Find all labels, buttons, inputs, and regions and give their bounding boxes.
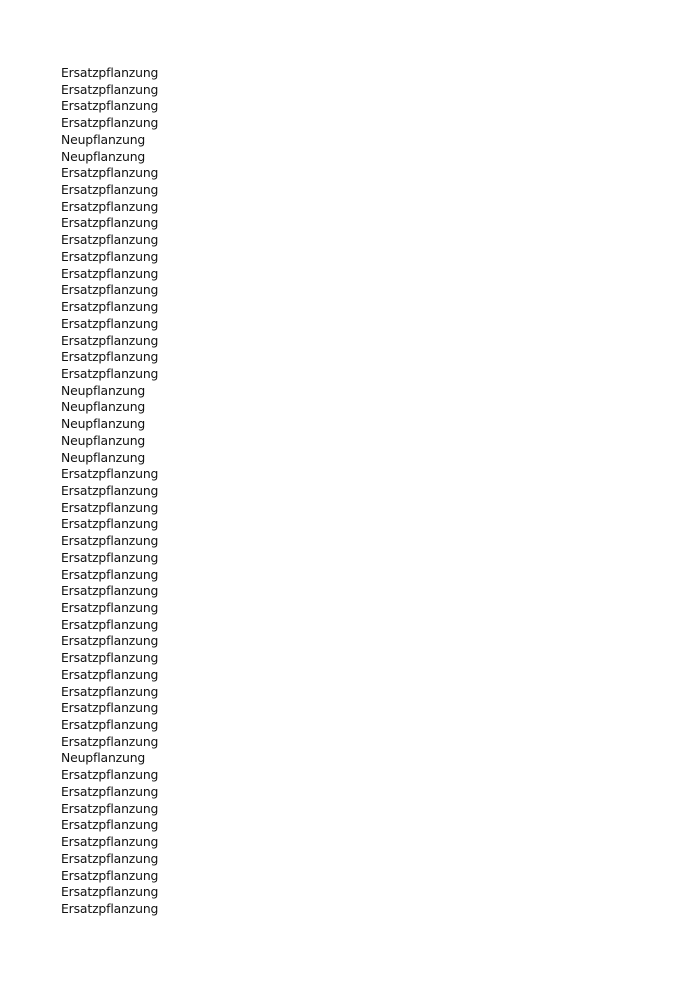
planting-type-entry: Ersatzpflanzung: [61, 733, 159, 749]
planting-type-entry: Neupflanzung: [61, 131, 146, 147]
planting-type-entry: Ersatzpflanzung: [61, 332, 159, 348]
planting-type-entry: Ersatzpflanzung: [61, 884, 159, 900]
planting-type-entry: Ersatzpflanzung: [61, 349, 159, 365]
planting-type-entry: Ersatzpflanzung: [61, 800, 159, 816]
planting-type-entry: Ersatzpflanzung: [61, 549, 159, 565]
planting-type-entry: Ersatzpflanzung: [61, 282, 159, 298]
planting-type-entry: Neupflanzung: [61, 399, 146, 415]
planting-type-entry: Ersatzpflanzung: [61, 633, 159, 649]
planting-type-entry: Ersatzpflanzung: [61, 666, 159, 682]
planting-type-entry: Ersatzpflanzung: [61, 767, 159, 783]
planting-type-entry: Neupflanzung: [61, 148, 146, 164]
planting-type-entry: Ersatzpflanzung: [61, 248, 159, 264]
planting-type-entry: Ersatzpflanzung: [61, 817, 159, 833]
planting-type-entry: Ersatzpflanzung: [61, 81, 159, 97]
planting-type-entry: Ersatzpflanzung: [61, 315, 159, 331]
planting-type-entry: Neupflanzung: [61, 382, 146, 398]
planting-type-entry: Neupflanzung: [61, 432, 146, 448]
planting-type-list: [61, 65, 158, 918]
planting-type-entry: Ersatzpflanzung: [61, 115, 159, 131]
planting-type-entry: Ersatzpflanzung: [61, 182, 159, 198]
planting-type-entry: Ersatzpflanzung: [61, 482, 159, 498]
planting-type-entry: Ersatzpflanzung: [61, 466, 159, 482]
planting-type-entry: Ersatzpflanzung: [61, 600, 159, 615]
planting-type-entry: Ersatzpflanzung: [61, 616, 159, 632]
planting-type-entry: Ersatzpflanzung: [61, 165, 159, 181]
planting-type-entry: Ersatzpflanzung: [61, 215, 159, 231]
planting-type-entry: Ersatzpflanzung: [61, 516, 159, 532]
planting-type-entry: Ersatzpflanzung: [61, 198, 159, 214]
planting-type-entry: Ersatzpflanzung: [61, 232, 159, 248]
planting-type-entry: Neupflanzung: [61, 449, 146, 465]
planting-type-entry: Ersatzpflanzung: [61, 533, 159, 549]
planting-type-entry: Ersatzpflanzung: [61, 583, 159, 599]
planting-type-entry: Ersatzpflanzung: [61, 299, 159, 315]
planting-type-entry: Ersatzpflanzung: [61, 65, 159, 80]
planting-type-entry: Ersatzpflanzung: [61, 566, 159, 582]
planting-type-entry: Ersatzpflanzung: [61, 783, 159, 799]
planting-type-entry: Ersatzpflanzung: [61, 700, 159, 716]
planting-type-entry: Neupflanzung: [61, 416, 146, 432]
planting-type-entry: Ersatzpflanzung: [61, 834, 159, 850]
planting-type-entry: Ersatzpflanzung: [61, 850, 159, 866]
planting-type-entry: Ersatzpflanzung: [61, 900, 159, 916]
planting-type-entry: Ersatzpflanzung: [61, 867, 159, 883]
planting-type-entry: Ersatzpflanzung: [61, 365, 159, 381]
planting-type-entry: Ersatzpflanzung: [61, 98, 159, 114]
planting-type-entry: Ersatzpflanzung: [61, 650, 159, 666]
planting-type-entry: Ersatzpflanzung: [61, 683, 159, 699]
planting-type-entry: Ersatzpflanzung: [61, 717, 159, 733]
planting-type-entry: Neupflanzung: [61, 750, 146, 766]
planting-type-entry: Ersatzpflanzung: [61, 499, 159, 515]
planting-type-entry: Ersatzpflanzung: [61, 265, 159, 281]
